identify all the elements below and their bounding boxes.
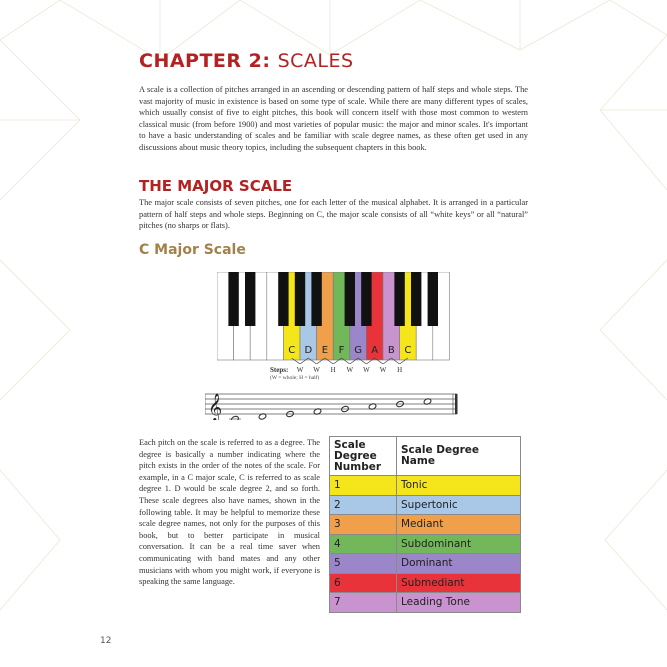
steps-note: (W = whole; H = half) [270,375,320,381]
table-row [330,593,521,613]
black-key [345,272,355,326]
svg-text:B: B [387,345,395,356]
degree-number-cell: 7 [330,593,397,613]
black-key [228,272,238,326]
major-scale-heading: THE MAJOR SCALE [139,177,293,195]
table-row [330,495,521,515]
black-key [278,272,288,326]
major-scale-paragraph: The major scale consists of seven pitches, one for each letter of the musical alphabet. It is arranged in a particular pattern of half steps and whole steps. Beginning on C, the major scale consists of all “white keys” or all “natural” pitches (no sharps or flats). [139,198,528,231]
table-row [330,476,521,496]
step-label: H [330,366,336,374]
degree-number-cell: 5 [330,554,397,574]
svg-text:A: A [371,345,379,356]
svg-text:C: C [404,345,412,356]
chapter-title [139,50,354,72]
step-label: W [313,366,320,374]
step-label: H [397,366,403,374]
table-row [330,515,521,535]
svg-text:D: D [304,345,313,356]
svg-text:C: C [288,345,296,356]
c-major-scale-heading: C Major Scale [139,242,246,258]
treble-clef-icon: 𝄞 [208,393,223,420]
black-key [428,272,438,326]
scale-degree-table [329,436,521,613]
piano-keyboard [217,272,451,364]
degree-name-cell: Leading Tone [397,593,521,613]
degree-paragraph: Each pitch on the scale is referred to as a degree. The degree is basically a number indicating where the pitch exists in the order of the notes of the scale. For example, in a C major scale, C is referred to as scale degree 1. D would be scale degree 2, and so forth. These scale degrees also have names, shown in the following table. It may be helpful to memorize these scale degree names, not only for the purposes of this book, but to better participate in musical conversation. It can be a real time saver when communicating with band mates and any other musicians with whom you might work, if everyone is speaking the same language. [139,438,320,587]
degree-name-cell: Dominant [397,554,521,574]
header-degree-name: Scale Degree Name [397,437,521,476]
step-label: W [296,366,304,374]
header-degree-number: Scale Degree Number [330,437,397,476]
black-key [311,272,321,326]
table-header-row [330,437,521,476]
degree-name-cell: Subdominant [397,534,521,554]
chapter-label: CHAPTER 2: [139,50,271,72]
black-key [295,272,305,326]
black-key [245,272,255,326]
svg-text:F: F [338,345,345,356]
svg-text:E: E [321,345,329,356]
steps-label: Steps: [270,366,289,374]
black-key [411,272,421,326]
intro-paragraph: A scale is a collection of pitches arranged in an ascending or descending pattern of half steps and whole steps. The vast majority of music in existence is based on some type of scale. While there are many different types of scales, which usually consist of five to eight pitches, this book will concern itself with those most common to western classical music (from before 1900) and most varieties of popular music: the major and minor scales. It's important to have a basic understanding of scales and be familiar with scale degree names, as these often get used in any discussions about music theory topics, including the subsequent chapters in this book. [139,85,528,152]
chapter-name: SCALES [277,50,354,72]
degree-name-cell: Tonic [397,476,521,496]
black-key [394,272,404,326]
step-label: W [346,366,354,374]
degree-name-cell: Mediant [397,515,521,535]
degree-number-cell: 1 [330,476,397,496]
staff-note [229,415,241,420]
degree-number-cell: 2 [330,495,397,515]
music-staff [205,388,461,420]
degree-number-cell: 6 [330,573,397,593]
degree-name-cell: Submediant [397,573,521,593]
table-row [330,534,521,554]
degree-number-cell: 4 [330,534,397,554]
black-key [361,272,371,326]
step-label: W [363,366,370,374]
page-number: 12 [100,636,112,646]
table-row [330,573,521,593]
step-label: W [379,366,387,374]
degree-name-cell: Supertonic [397,495,521,515]
svg-text:G: G [354,345,362,356]
degree-number-cell: 3 [330,515,397,535]
table-row [330,554,521,574]
